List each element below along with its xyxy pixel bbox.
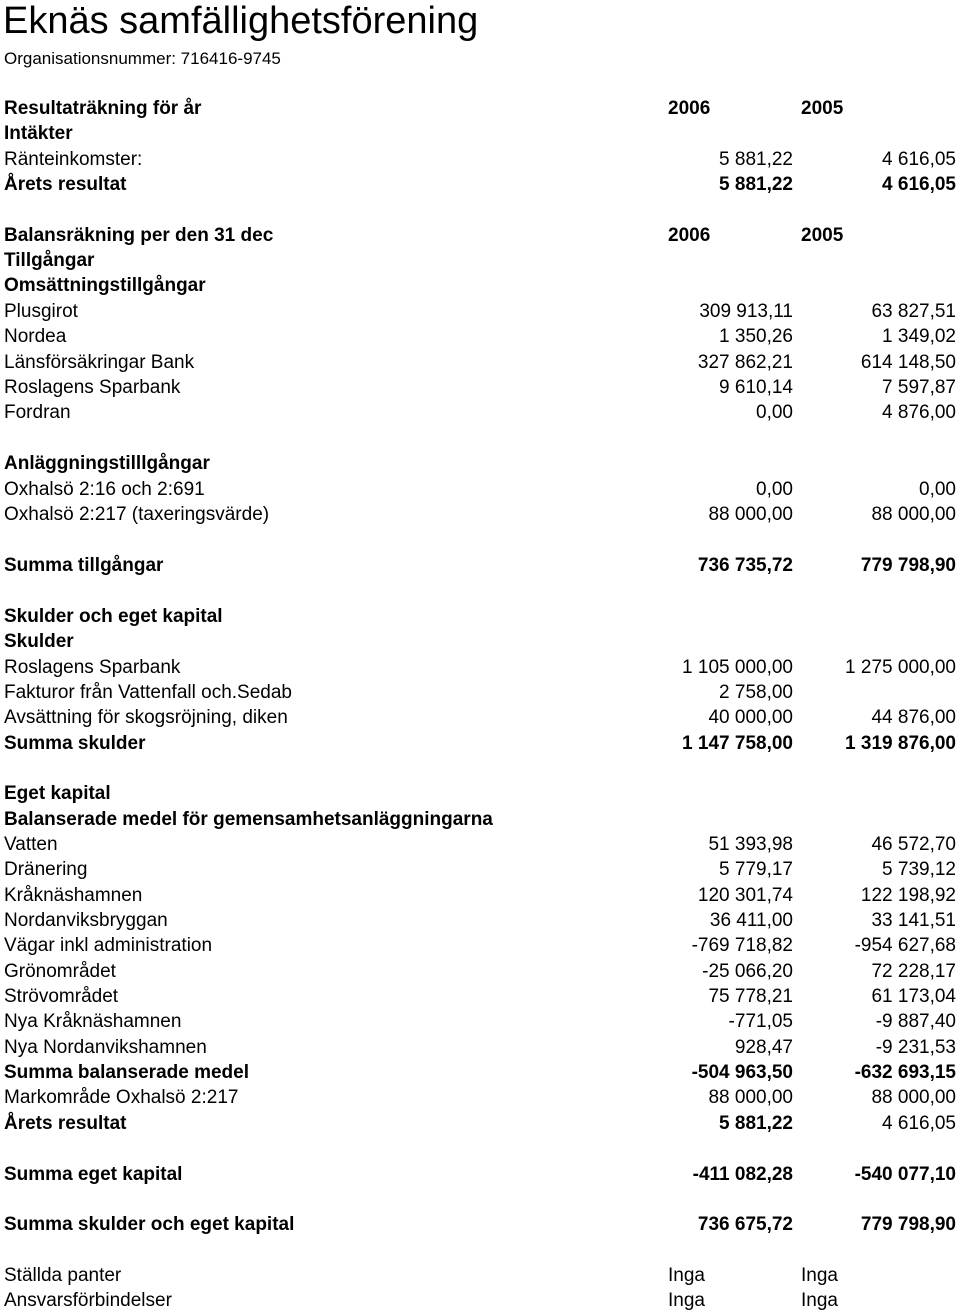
value-2006: 51 393,98 — [708, 834, 793, 855]
value-2005: -954 627,68 — [854, 935, 956, 956]
row-label: Vägar inkl administration — [4, 935, 213, 956]
equity-heading-row — [0, 781, 960, 806]
row-label: Ställda panter — [4, 1265, 122, 1286]
value-2006: 5 881,22 — [719, 174, 793, 195]
value-2005: 61 173,04 — [871, 986, 956, 1007]
value-2006: -504 963,50 — [691, 1062, 793, 1083]
year-2006-header: 2006 — [668, 98, 711, 119]
table-row — [0, 324, 960, 349]
value-2006: 40 000,00 — [708, 707, 793, 728]
total-liabilities-equity-row — [0, 1212, 960, 1237]
value-2005: 122 198,92 — [860, 885, 956, 906]
row-label: Ränteinkomster: — [4, 149, 143, 170]
value-2005: 1 275 000,00 — [845, 657, 956, 678]
year-2005-header: 2005 — [801, 98, 844, 119]
table-row — [0, 1035, 960, 1060]
value-2005: -9 231,53 — [875, 1037, 956, 1058]
value-2006: 1 350,26 — [719, 326, 793, 347]
value-2006: 736 735,72 — [697, 555, 793, 576]
row-label: Ansvarsförbindelser — [4, 1290, 172, 1311]
table-row — [0, 883, 960, 908]
row-label: Summa skulder — [4, 733, 146, 754]
value-2005: 33 141,51 — [871, 910, 956, 931]
table-row — [0, 1009, 960, 1034]
row-label: Nya Nordanvikshamnen — [4, 1037, 207, 1058]
value-2005: -632 693,15 — [854, 1062, 956, 1083]
row-label: Summa eget kapital — [4, 1164, 183, 1185]
value-2006: 88 000,00 — [708, 504, 793, 525]
value-2005: 72 228,17 — [871, 961, 956, 982]
value-2006: -25 066,20 — [702, 961, 793, 982]
value-2005: 614 148,50 — [860, 352, 956, 373]
equity-heading: Eget kapital — [4, 783, 111, 804]
liabilities-heading-row — [0, 629, 960, 654]
table-row — [0, 933, 960, 958]
value-2005: -9 887,40 — [875, 1011, 956, 1032]
revenue-heading-row — [0, 121, 960, 146]
value-2006: 36 411,00 — [709, 910, 793, 931]
row-label: Summa balanserade medel — [4, 1062, 249, 1083]
value-2005: 0,00 — [919, 479, 956, 500]
value-2005: 7 597,87 — [882, 377, 956, 398]
row-label: Länsförsäkringar Bank — [4, 352, 195, 373]
row-label: Dränering — [4, 859, 88, 880]
value-2005: Inga — [801, 1290, 838, 1311]
value-2005: 88 000,00 — [871, 504, 956, 525]
row-label: Markområde Oxhalsö 2:217 — [4, 1087, 239, 1108]
liabilities-heading: Skulder — [4, 631, 74, 652]
fixed-assets-heading: Anläggningstilllgångar — [4, 453, 210, 474]
table-row — [0, 680, 960, 705]
table-row — [0, 832, 960, 857]
table-row — [0, 959, 960, 984]
value-2005: 4 616,05 — [882, 1113, 956, 1134]
current-assets-heading-row — [0, 273, 960, 298]
row-label: Strövområdet — [4, 986, 119, 1007]
organisation-number: Organisationsnummer: 716416-9745 — [4, 49, 281, 68]
value-2006: 75 778,21 — [708, 986, 793, 1007]
row-label: Summa skulder och eget kapital — [4, 1214, 295, 1235]
balance-sheet-heading: Balansräkning per den 31 dec — [4, 225, 274, 246]
balance-sheet-header-row — [0, 223, 960, 248]
row-label: Fordran — [4, 402, 71, 423]
value-2005: 1 319 876,00 — [845, 733, 956, 754]
row-label: Summa tillgångar — [4, 555, 164, 576]
assets-heading: Tillgångar — [4, 250, 95, 271]
year-2005-header: 2005 — [801, 225, 844, 246]
row-label: Avsättning för skogsröjning, diken — [4, 707, 288, 728]
row-label: Oxhalsö 2:16 och 2:691 — [4, 479, 205, 500]
liabilities-equity-heading-row — [0, 604, 960, 629]
value-2005: 779 798,90 — [860, 1214, 956, 1235]
total-equity-row — [0, 1162, 960, 1187]
row-label: Oxhalsö 2:217 (taxeringsvärde) — [4, 504, 270, 525]
income-statement-heading: Resultaträkning för år — [4, 98, 202, 119]
value-2006: -771,05 — [728, 1011, 793, 1032]
row-label: Vatten — [4, 834, 58, 855]
revenue-heading: Intäkter — [4, 123, 73, 144]
value-2006: 928,47 — [734, 1037, 793, 1058]
contingent-liabilities-row — [0, 1288, 960, 1313]
total-retained-funds-row — [0, 1060, 960, 1085]
document-title: Eknäs samfällighetsförening — [3, 0, 479, 42]
current-assets-heading: Omsättningstillgångar — [4, 275, 206, 296]
value-2006: 120 301,74 — [697, 885, 793, 906]
value-2006: 5 881,22 — [719, 1113, 793, 1134]
value-2006: Inga — [668, 1265, 705, 1286]
value-2006: 0,00 — [756, 402, 793, 423]
value-2005: -540 077,10 — [854, 1164, 956, 1185]
value-2006: 1 105 000,00 — [682, 657, 793, 678]
value-2005: 779 798,90 — [860, 555, 956, 576]
row-label: Nordea — [4, 326, 67, 347]
table-row — [0, 477, 960, 502]
row-label: Roslagens Sparbank — [4, 377, 181, 398]
value-2006: -411 082,28 — [692, 1164, 793, 1185]
row-label: Fakturor från Vattenfall och.Sedab — [4, 682, 292, 703]
total-assets-row — [0, 553, 960, 578]
row-label: Plusgirot — [4, 301, 78, 322]
value-2006: 5 881,22 — [719, 149, 793, 170]
annual-result-row — [0, 172, 960, 197]
table-row — [0, 299, 960, 324]
value-2005: 5 739,12 — [882, 859, 956, 880]
value-2006: 309 913,11 — [699, 301, 793, 322]
value-2006: 0,00 — [756, 479, 793, 500]
value-2005: 4 876,00 — [882, 402, 956, 423]
pledged-assets-row — [0, 1263, 960, 1288]
value-2005: Inga — [801, 1265, 838, 1286]
value-2005: 1 349,02 — [882, 326, 956, 347]
table-row — [0, 400, 960, 425]
retained-funds-heading-row — [0, 807, 960, 832]
annual-result-equity-row — [0, 1111, 960, 1136]
value-2005: 46 572,70 — [871, 834, 956, 855]
table-row — [0, 1085, 960, 1110]
row-label: Nya Kråknäshamnen — [4, 1011, 182, 1032]
row-label: Roslagens Sparbank — [4, 657, 181, 678]
value-2006: -769 718,82 — [691, 935, 793, 956]
table-row — [0, 908, 960, 933]
table-row — [0, 502, 960, 527]
fixed-assets-heading-row — [0, 451, 960, 476]
value-2005: 4 616,05 — [882, 149, 956, 170]
row-label: Kråknäshamnen — [4, 885, 143, 906]
liabilities-equity-heading: Skulder och eget kapital — [4, 606, 223, 627]
value-2006: 2 758,00 — [719, 682, 793, 703]
row-label: Nordanviksbryggan — [4, 910, 168, 931]
value-2005: 88 000,00 — [871, 1087, 956, 1108]
table-row — [0, 705, 960, 730]
table-row — [0, 655, 960, 680]
income-statement-header-row — [0, 96, 960, 121]
row-label: Årets resultat — [4, 1113, 127, 1134]
assets-heading-row — [0, 248, 960, 273]
table-row — [0, 984, 960, 1009]
value-2006: 736 675,72 — [697, 1214, 793, 1235]
table-row — [0, 147, 960, 172]
value-2006: 9 610,14 — [719, 377, 793, 398]
value-2006: 1 147 758,00 — [682, 733, 793, 754]
row-label: Grönområdet — [4, 961, 116, 982]
year-2006-header: 2006 — [668, 225, 711, 246]
value-2006: 5 779,17 — [719, 859, 793, 880]
value-2006: 327 862,21 — [697, 352, 793, 373]
value-2005: 44 876,00 — [871, 707, 956, 728]
value-2006: 88 000,00 — [708, 1087, 793, 1108]
table-row — [0, 375, 960, 400]
table-row — [0, 350, 960, 375]
table-row — [0, 857, 960, 882]
retained-funds-heading: Balanserade medel för gemensamhetsanläggningarna — [4, 809, 493, 830]
value-2005: 63 827,51 — [871, 301, 956, 322]
row-label: Årets resultat — [4, 174, 127, 195]
value-2006: Inga — [668, 1290, 705, 1311]
value-2005: 4 616,05 — [882, 174, 956, 195]
total-liabilities-row — [0, 731, 960, 756]
